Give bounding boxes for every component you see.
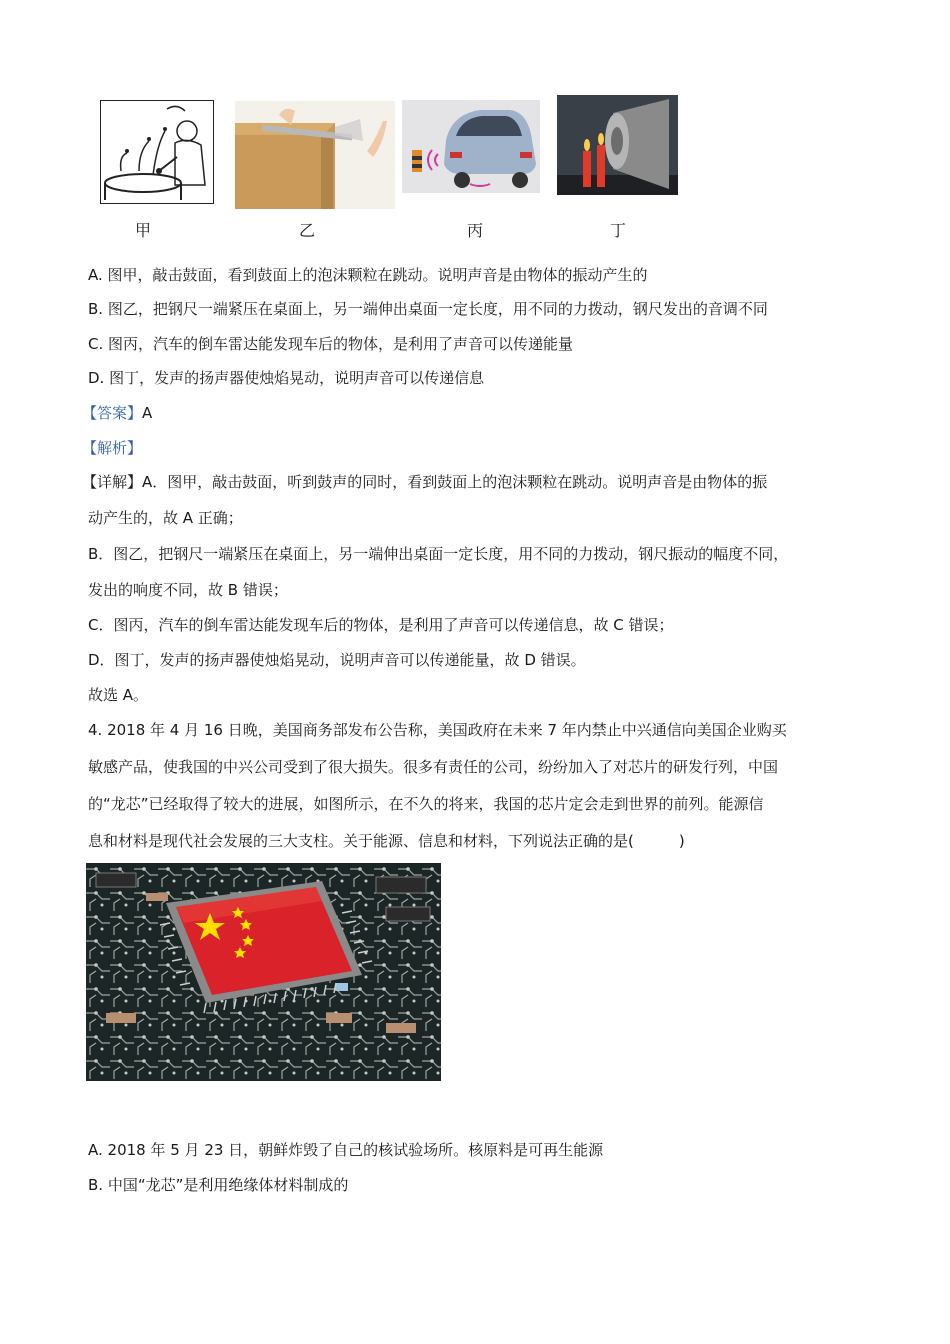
q3-detail-line-2: 动产生的，故 A 正确； <box>88 509 243 527</box>
q4-option-a: A. 2018 年 5 月 23 日，朝鲜炸毁了自己的核试验场所。核原料是可再生能源 <box>88 1141 604 1159</box>
q4-stem-line-2: 敏感产品，使我国的中兴公司受到了很大损失。很多有责任的公司，纷纷加入了对芯片的研发行列，中国 <box>88 758 779 776</box>
answer-value: A <box>142 404 153 422</box>
figure-label-ding: 丁 <box>609 221 626 240</box>
q4-stem-line-1: 4. 2018 年 4 月 16 日晚，美国商务部发布公告称，美国政府在未来 7 年内禁止中兴通信向美国企业购买 <box>88 721 787 739</box>
q4-stem-line-4: 息和材料是现代社会发展的三大支柱。关于能源、信息和材料，下列说法正确的是( ) <box>88 832 685 850</box>
figure-jia-drum <box>100 100 214 204</box>
q3-detail-line-4: 发出的响度不同，故 B 错误； <box>88 581 288 599</box>
q3-detail-line-6: D．图丁，发声的扬声器使烛焰晃动，说明声音可以传递能量，故 D 错误。 <box>88 651 586 669</box>
answer-tag: 【答案】 <box>82 404 143 422</box>
figure-label-bing: 丙 <box>466 221 483 240</box>
q3-option-d: D. 图丁，发声的扬声器使烛焰晃动，说明声音可以传递信息 <box>88 369 485 387</box>
q3-option-b: B. 图乙，把钢尺一端紧压在桌面上，另一端伸出桌面一定长度，用不同的力拨动，钢尺发出的音调不同 <box>88 300 768 318</box>
q3-detail-line-1 <box>82 472 767 492</box>
q3-option-a: A. 图甲，敲击鼓面，看到鼓面上的泡沫颗粒在跳动。说明声音是由物体的振动产生的 <box>88 266 648 284</box>
figure-label-jia: 甲 <box>134 221 151 240</box>
figure-china-chip <box>86 863 441 1081</box>
detail-text: A．图甲，敲击鼓面，听到鼓声的同时，看到鼓面上的泡沫颗粒在跳动。说明声音是由物体的振 <box>142 473 768 491</box>
q3-detail-line-5: C．图丙，汽车的倒车雷达能发现车后的物体，是利用了声音可以传递信息，故 C 错误； <box>88 616 674 634</box>
q4-option-b: B. 中国“龙芯”是利用绝缘体材料制成的 <box>88 1176 349 1194</box>
q3-detail-line-3: B．图乙，把钢尺一端紧压在桌面上，另一端伸出桌面一定长度，用不同的力拨动，钢尺振动的幅度不同， <box>88 545 789 563</box>
q3-option-c: C. 图丙，汽车的倒车雷达能发现车后的物体，是利用了声音可以传递能量 <box>88 335 574 353</box>
figure-bing-car <box>402 100 540 193</box>
figure-label-yi: 乙 <box>298 221 315 240</box>
q3-answer <box>82 403 152 423</box>
analysis-tag: 【解析】 <box>82 439 143 457</box>
detail-tag: 【详解】 <box>82 473 143 491</box>
q3-conclusion: 故选 A。 <box>88 686 149 704</box>
q4-stem-line-3: 的“龙芯”已经取得了较大的进展，如图所示，在不久的将来，我国的芯片定会走到世界的前列。能源信 <box>88 795 764 813</box>
figure-yi-ruler <box>235 101 395 209</box>
figure-ding-speaker <box>557 95 678 195</box>
